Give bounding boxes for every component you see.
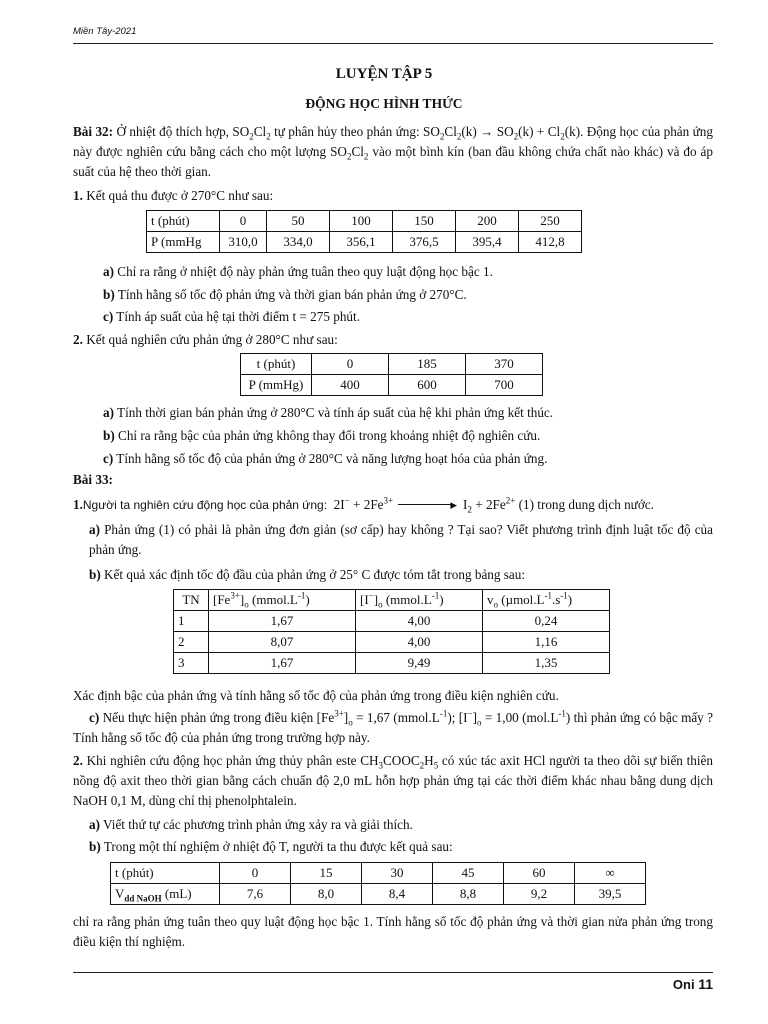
b33-q2: 2. Khi nghiên cứu động học phản ứng thủy phân este $CH_3COOC_2H_5$ có xúc tác axit HCl người ta theo dõi sự biến thiên nồng độ axit theo thời gian bằng cách chuẩn độ 2,0 mL hỗn hợp phản ứng tại các thời điểm khác nhau bằng dung dịch NaOH 0,1 M, dùng chỉ thị phenolphtalein.: [73, 753, 713, 808]
b33-table3: [173, 589, 610, 674]
b32-label: Bài 32:: [73, 124, 114, 139]
b32-q1b: b) Tính hằng số tốc độ phản ứng và thời gian bán phản ứng ở 270°C.: [103, 287, 467, 302]
b32-q1c: c) Tính áp suất của hệ tại thời điểm t = 275 phút.: [103, 309, 360, 324]
page-number: Oni 11: [672, 976, 713, 992]
table-row: TN $[Fe^{3+}]_o$ $(mmol.L^{-1})$ $[I^-]_o$ $(mmol.L^{-1})$ $v_o$ $(\mu mol.L^{-1}.s^{-1})$: [174, 590, 610, 611]
b33-label: Bài 33:: [73, 472, 113, 487]
table-row: 1 1,67 4,00 0,24: [174, 611, 610, 632]
table-row: t (phút) 0 185 370: [241, 354, 543, 375]
b33-q2a: a) Viết thứ tự các phương trình phản ứng xảy ra và giải thích.: [89, 817, 413, 832]
running-header: Miền Tây-2021: [73, 26, 137, 37]
b32-q1a: a) Chỉ ra rằng ở nhiệt độ này phản ứng tuân theo quy luật động học bậc 1.: [103, 264, 493, 279]
table-row: P (mmHg) 400 600 700: [241, 375, 543, 396]
b32-q2b: b) Chỉ ra rằng bậc của phản ứng không thay đổi trong khoảng nhiệt độ nghiên cứu.: [103, 428, 541, 443]
table-row: P (mmHg 310,0 334,0 356,1 376,5 395,4 412,8: [147, 232, 582, 253]
b32-table2: [240, 353, 543, 396]
table-row: t (phút) 0 15 30 45 60 ∞: [111, 863, 646, 884]
b32-intro: Bài 32: Ở nhiệt độ thích hợp, $SO_2Cl_2$ tự phân hủy theo phản ứng: $SO_2Cl_2(k) \to SO_2(k) + Cl_2(k)$. Động học của phản ứng này được nghiên cứu bằng cách cho một lượng $SO_2Cl_2$ vào một bình kín (ban đầu không chứa chất nào khác) và đo áp suất của hệ theo thời gian.: [73, 124, 713, 179]
b33-table4: [110, 862, 646, 905]
b32-q2a: a) Tính thời gian bán phản ứng ở 280°C và tính áp suất của hệ khi phản ứng kết thúc.: [103, 405, 554, 420]
b33-after-table: Xác định bậc của phản ứng và tính hằng số tốc độ của phản ứng trong điều kiện nghiên cứu.: [73, 688, 559, 703]
page-title: LUYỆN TẬP 5: [335, 66, 433, 82]
table-row: $V_{dd NaOH}$ (mL) 7,6 8,0 8,4 8,8 9,2 39,5: [111, 884, 646, 905]
b33-q1c: c) Nếu thực hiện phản ứng trong điều kiện $[Fe^{3+}]_o = 1,67$ $(mmol.L^{-1})$; $[I^-]_o = 1,00$ $(mol.L^{-1})$ thì phản ứng có bậc mấy ? Tính hằng số tốc độ của phản ứng trong trường hợp này.: [73, 708, 713, 745]
b32-table1: [146, 210, 582, 253]
b33-q1: 1.Người ta nghiên cứu động học của phản ứng: $2I^- + 2Fe^{3+}$ ▸ $I_2 + 2Fe^{2+}$ (1) trong dung dịch nước.: [73, 495, 654, 515]
b33-q1b: b) Kết quả xác định tốc độ đầu của phản ứng ở 25° C được tóm tắt trong bảng sau:: [89, 567, 526, 582]
reaction-arrow: [398, 504, 454, 505]
table-row: 2 8,07 4,00 1,16: [174, 632, 610, 653]
page-subtitle: ĐỘNG HỌC HÌNH THỨC: [305, 96, 463, 111]
b32-q2c: c) Tính hằng số tốc độ của phản ứng ở 280°C và năng lượng hoạt hóa của phản ứng.: [103, 451, 548, 466]
table-row: t (phút) 0 50 100 150 200 250: [147, 211, 582, 232]
b33-q1a: a) Phản ứng (1) có phải là phản ứng đơn giản (sơ cấp) hay không ? Tại sao? Viết phương trình định luật tốc độ của phản ứng.: [89, 522, 713, 557]
b33-q2b: b) Trong một thí nghiệm ở nhiệt độ T, người ta thu được kết quả sau:: [89, 839, 453, 854]
footer-rule: [73, 972, 713, 973]
b32-q2: 2. Kết quả nghiên cứu phản ứng ở 280°C như sau:: [73, 332, 338, 347]
header-rule: [73, 43, 713, 44]
table-row: 3 1,67 9,49 1,35: [174, 653, 610, 674]
b32-q1: 1. Kết quả thu được ở 270°C như sau:: [73, 188, 274, 203]
b33-conclusion: chỉ ra rằng phản ứng tuân theo quy luật động học bậc 1. Tính hằng số tốc độ phản ứng và thời gian nửa phản ứng trong điều kiện thí nghiệm.: [73, 914, 713, 949]
